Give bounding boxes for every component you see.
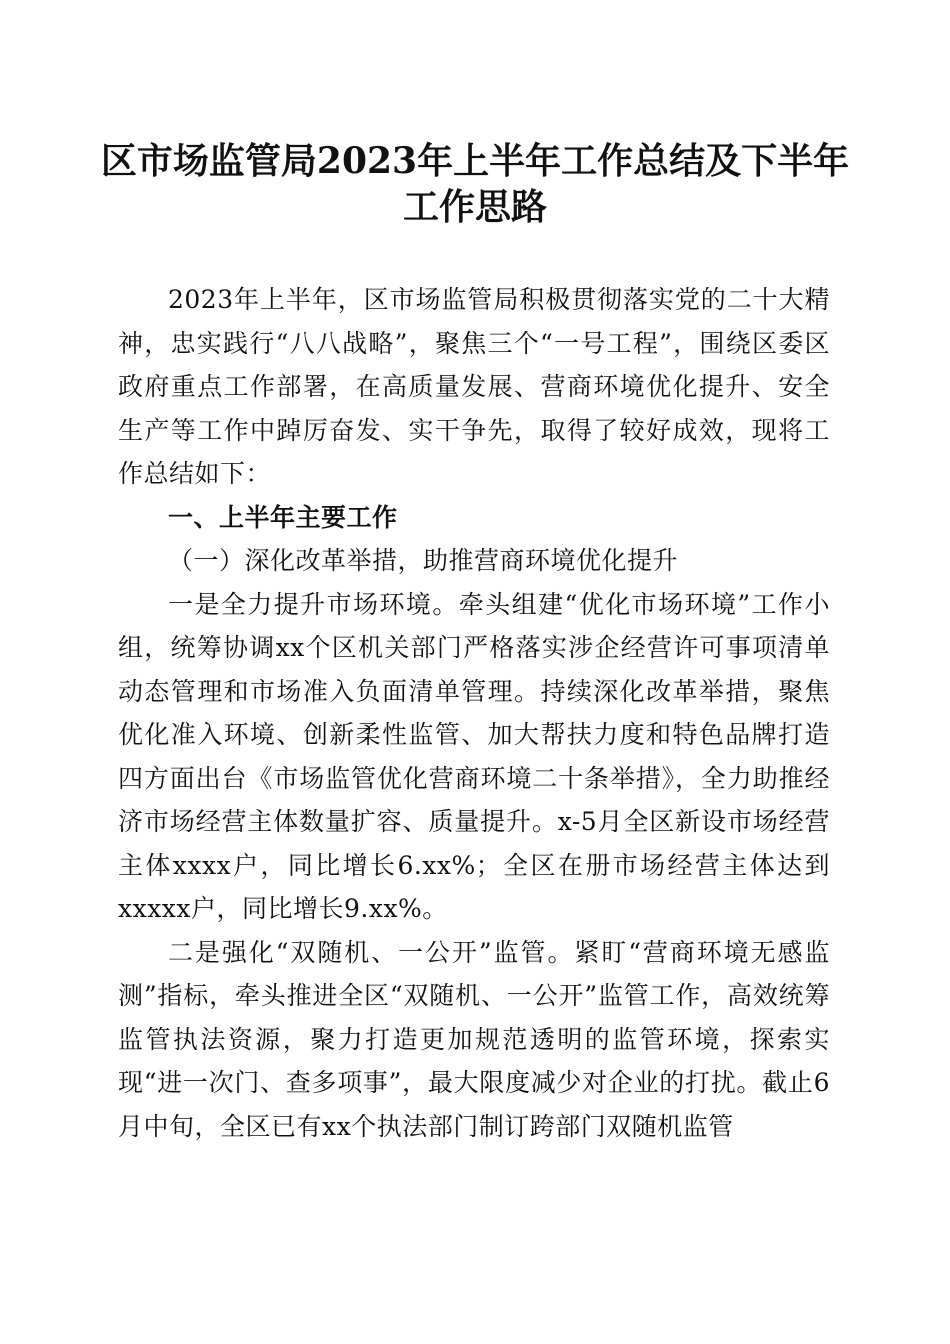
body-paragraph: 二是强化“双随机、一公开”监管。紧盯“营商环境无感监测”指标，牵头推进全区“双随机、一公开”监管工作，高效统筹监管执法资源，聚力打造更加规范透明的监管环境，探索实现“进一次门、查多项事”，最大限度减少对企业的打扰。截止6月中旬，全区已有xx个执法部门制订跨部门双随机监管 <box>118 937 830 1141</box>
subsection-heading: （一）深化改革举措，助推营商环境优化提升 <box>168 546 679 575</box>
body-paragraph: 一是全力提升市场环境。牵头组建“优化市场环境”工作小组，统筹协调xx个区机关部门严格落实涉企经营许可事项清单动态管理和市场准入负面清单管理。持续深化改革举措，聚焦优化准入环境、创新柔性监管、加大帮扶力度和特色品牌打造四方面出台《市场监管优化营商环境二十条举措》，全力助推经济市场经营主体数量扩容、质量提升。x-5月全区新设市场经营主体xxxx户，同比增长6.xx%；全区在册市场经营主体达到xxxxx户，同比增长9.xx%。 <box>118 589 830 923</box>
intro-paragraph: 2023年上半年，区市场监管局积极贯彻落实党的二十大精神，忠实践行“八八战略”，聚焦三个“一号工程”，围绕区委区政府重点工作部署，在高质量发展、营商环境优化提升、安全生产等工作中踔厉奋发、实干争先，取得了较好成效，现将工作总结如下： <box>118 285 830 488</box>
section-heading: 一、上半年主要工作 <box>168 502 398 532</box>
document-title: 区市场监管局2023年上半年工作总结及下半年工作思路 <box>100 140 850 228</box>
document-body <box>118 278 830 1148</box>
